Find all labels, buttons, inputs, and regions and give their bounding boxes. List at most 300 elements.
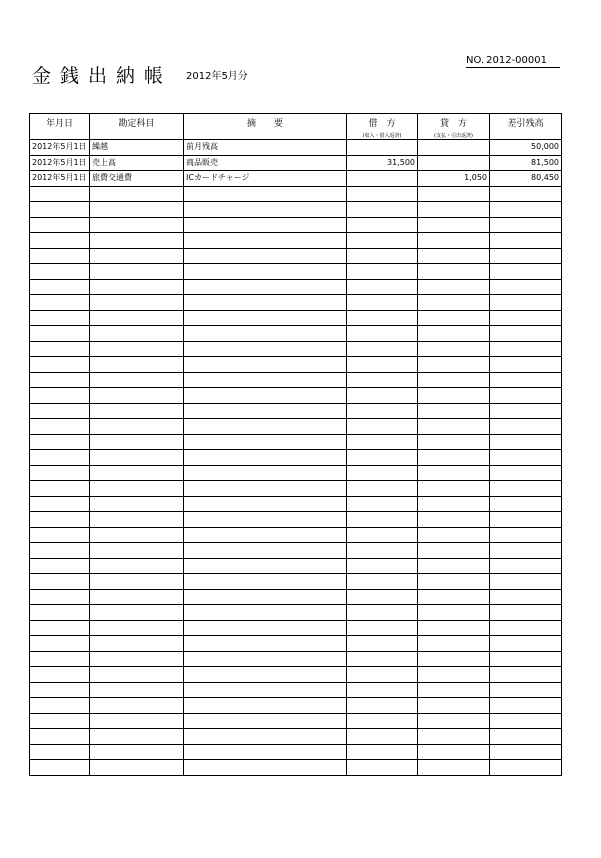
cell-account: [90, 682, 184, 698]
document-number-value: 2012-00001: [486, 55, 547, 66]
cell-balance: [490, 295, 562, 311]
cell-balance: [490, 450, 562, 466]
cell-date: [30, 372, 90, 388]
cell-credit: [418, 589, 490, 605]
cell-debit: [347, 357, 418, 373]
cell-description: [184, 496, 347, 512]
cell-debit: [347, 574, 418, 590]
cell-account: [90, 217, 184, 233]
cell-balance: [490, 264, 562, 280]
empty-table-row: [30, 434, 562, 450]
cell-date: [30, 527, 90, 543]
cell-date: [30, 434, 90, 450]
cell-credit: [418, 295, 490, 311]
cell-date: [30, 186, 90, 202]
cell-balance: [490, 543, 562, 559]
empty-table-row: [30, 729, 562, 745]
cell-account: [90, 620, 184, 636]
cell-description: [184, 620, 347, 636]
table-row: [30, 140, 562, 156]
empty-table-row: [30, 341, 562, 357]
cell-credit: [418, 186, 490, 202]
cell-account: [90, 667, 184, 683]
cell-description: [184, 713, 347, 729]
cell-balance: [490, 620, 562, 636]
cell-debit: [347, 171, 418, 187]
cell-description: [184, 248, 347, 264]
cell-balance: [490, 186, 562, 202]
cell-account: [90, 636, 184, 652]
empty-table-row: [30, 326, 562, 342]
cell-description: ICカードチャージ: [184, 171, 347, 187]
column-header-account: 勘定科目: [90, 114, 184, 140]
cell-debit: [347, 450, 418, 466]
cell-balance: [490, 698, 562, 714]
cell-account: [90, 558, 184, 574]
cell-date: [30, 481, 90, 497]
cell-balance: [490, 310, 562, 326]
cell-date: [30, 651, 90, 667]
cell-credit: [418, 558, 490, 574]
cell-balance: [490, 419, 562, 435]
cell-debit: 31,500: [347, 155, 418, 171]
cell-description: [184, 760, 347, 776]
cell-debit: [347, 713, 418, 729]
cell-account: [90, 233, 184, 249]
period-label: 2012年5月分: [186, 71, 248, 82]
cell-balance: [490, 589, 562, 605]
cell-account: [90, 403, 184, 419]
empty-table-row: [30, 295, 562, 311]
empty-table-row: [30, 279, 562, 295]
cell-credit: [418, 713, 490, 729]
empty-table-row: [30, 698, 562, 714]
cell-date: [30, 558, 90, 574]
cell-account: [90, 450, 184, 466]
cell-credit: [418, 527, 490, 543]
cell-account: [90, 698, 184, 714]
cell-description: [184, 310, 347, 326]
cell-account: [90, 388, 184, 404]
cell-credit: [418, 264, 490, 280]
cell-account: [90, 605, 184, 621]
cell-date: [30, 682, 90, 698]
debit-sublabel: (収入・借入返済): [362, 133, 402, 139]
cell-balance: [490, 233, 562, 249]
cell-debit: [347, 636, 418, 652]
empty-table-row: [30, 450, 562, 466]
empty-table-row: [30, 620, 562, 636]
cell-balance: [490, 279, 562, 295]
cell-date: 2012年5月1日: [30, 140, 90, 156]
cell-date: [30, 450, 90, 466]
cell-account: [90, 419, 184, 435]
cell-balance: [490, 512, 562, 528]
cell-credit: [418, 682, 490, 698]
cell-balance: [490, 341, 562, 357]
empty-table-row: [30, 248, 562, 264]
cell-date: [30, 279, 90, 295]
column-header-debit: [347, 114, 418, 140]
cell-account: 売上高: [90, 155, 184, 171]
cell-date: [30, 419, 90, 435]
cell-account: [90, 434, 184, 450]
cell-balance: [490, 372, 562, 388]
empty-table-row: [30, 264, 562, 280]
cell-debit: [347, 233, 418, 249]
cell-credit: [418, 155, 490, 171]
cell-credit: [418, 667, 490, 683]
cell-account: [90, 465, 184, 481]
cell-account: [90, 729, 184, 745]
cell-balance: [490, 651, 562, 667]
empty-table-row: [30, 744, 562, 760]
cell-balance: [490, 388, 562, 404]
cell-description: [184, 481, 347, 497]
cell-description: [184, 558, 347, 574]
cell-debit: [347, 279, 418, 295]
cell-account: [90, 760, 184, 776]
cell-date: [30, 605, 90, 621]
cell-description: [184, 527, 347, 543]
cell-description: [184, 465, 347, 481]
empty-table-row: [30, 651, 562, 667]
cell-date: [30, 388, 90, 404]
cell-balance: [490, 403, 562, 419]
cell-credit: [418, 140, 490, 156]
cell-debit: [347, 248, 418, 264]
cell-account: 旅費交通費: [90, 171, 184, 187]
cell-date: [30, 403, 90, 419]
cell-balance: [490, 465, 562, 481]
cell-account: [90, 574, 184, 590]
cell-balance: [490, 527, 562, 543]
cell-balance: [490, 202, 562, 218]
cell-credit: [418, 341, 490, 357]
cell-description: [184, 589, 347, 605]
cell-balance: 50,000: [490, 140, 562, 156]
empty-table-row: [30, 388, 562, 404]
document-number: [466, 55, 560, 68]
cell-date: [30, 636, 90, 652]
cell-date: [30, 341, 90, 357]
cell-description: [184, 744, 347, 760]
cell-debit: [347, 651, 418, 667]
cell-date: 2012年5月1日: [30, 155, 90, 171]
cell-debit: [347, 589, 418, 605]
cell-credit: [418, 279, 490, 295]
cell-account: [90, 264, 184, 280]
cell-description: 商品販売: [184, 155, 347, 171]
cell-debit: [347, 217, 418, 233]
cell-date: [30, 698, 90, 714]
cell-credit: [418, 481, 490, 497]
cell-date: [30, 326, 90, 342]
cell-debit: [347, 341, 418, 357]
cell-debit: [347, 403, 418, 419]
document-number-label: NO.: [466, 55, 485, 66]
cell-description: [184, 605, 347, 621]
cell-balance: [490, 760, 562, 776]
cell-description: [184, 217, 347, 233]
cell-account: [90, 713, 184, 729]
cell-debit: [347, 372, 418, 388]
cell-credit: [418, 357, 490, 373]
cell-description: [184, 434, 347, 450]
empty-table-row: [30, 403, 562, 419]
cell-account: [90, 527, 184, 543]
cell-account: [90, 744, 184, 760]
empty-table-row: [30, 713, 562, 729]
empty-table-row: [30, 605, 562, 621]
cell-balance: [490, 574, 562, 590]
cell-debit: [347, 140, 418, 156]
cell-date: [30, 729, 90, 745]
cell-debit: [347, 527, 418, 543]
cell-balance: [490, 481, 562, 497]
cell-description: [184, 543, 347, 559]
ledger-header-row: [30, 114, 562, 140]
cell-account: [90, 651, 184, 667]
cell-description: [184, 636, 347, 652]
cell-date: [30, 713, 90, 729]
cell-date: [30, 496, 90, 512]
cell-credit: [418, 574, 490, 590]
cell-date: [30, 512, 90, 528]
cell-account: [90, 512, 184, 528]
empty-table-row: [30, 186, 562, 202]
cell-date: [30, 295, 90, 311]
cell-credit: [418, 403, 490, 419]
cell-description: [184, 264, 347, 280]
cell-debit: [347, 419, 418, 435]
cell-balance: 81,500: [490, 155, 562, 171]
cell-account: [90, 186, 184, 202]
cell-description: [184, 357, 347, 373]
cell-balance: [490, 713, 562, 729]
cell-debit: [347, 620, 418, 636]
cell-account: [90, 279, 184, 295]
cell-credit: [418, 729, 490, 745]
cell-credit: 1,050: [418, 171, 490, 187]
table-row: [30, 171, 562, 187]
empty-table-row: [30, 574, 562, 590]
cell-credit: [418, 326, 490, 342]
cell-balance: [490, 636, 562, 652]
cell-credit: [418, 434, 490, 450]
credit-label: 貸 方: [439, 119, 467, 129]
cell-debit: [347, 682, 418, 698]
empty-table-row: [30, 202, 562, 218]
cell-credit: [418, 419, 490, 435]
cell-account: [90, 589, 184, 605]
cell-debit: [347, 295, 418, 311]
cell-date: [30, 233, 90, 249]
cell-description: [184, 202, 347, 218]
cell-date: [30, 667, 90, 683]
cell-credit: [418, 760, 490, 776]
cell-description: [184, 729, 347, 745]
empty-table-row: [30, 496, 562, 512]
empty-table-row: [30, 357, 562, 373]
cell-credit: [418, 465, 490, 481]
cell-credit: [418, 744, 490, 760]
credit-sublabel: (支払・引出返済): [434, 133, 473, 139]
cell-debit: [347, 202, 418, 218]
cell-debit: [347, 465, 418, 481]
cell-credit: [418, 496, 490, 512]
cell-debit: [347, 744, 418, 760]
cell-date: [30, 574, 90, 590]
cell-balance: [490, 217, 562, 233]
empty-table-row: [30, 636, 562, 652]
cell-account: [90, 481, 184, 497]
page-title: 金銭出納帳: [32, 65, 173, 87]
cell-balance: [490, 326, 562, 342]
cell-date: [30, 760, 90, 776]
cell-balance: [490, 496, 562, 512]
empty-table-row: [30, 558, 562, 574]
empty-table-row: [30, 682, 562, 698]
cell-debit: [347, 264, 418, 280]
debit-label: 借 方: [368, 119, 396, 129]
cell-description: [184, 574, 347, 590]
column-header-credit: [418, 114, 490, 140]
cell-date: [30, 202, 90, 218]
cell-debit: [347, 310, 418, 326]
cell-debit: [347, 729, 418, 745]
cell-debit: [347, 481, 418, 497]
empty-table-row: [30, 527, 562, 543]
cell-credit: [418, 217, 490, 233]
cell-credit: [418, 698, 490, 714]
cell-date: [30, 248, 90, 264]
cell-credit: [418, 233, 490, 249]
cell-balance: [490, 434, 562, 450]
cell-credit: [418, 248, 490, 264]
empty-table-row: [30, 760, 562, 776]
cell-balance: [490, 248, 562, 264]
cell-debit: [347, 512, 418, 528]
empty-table-row: [30, 512, 562, 528]
cell-credit: [418, 543, 490, 559]
cell-credit: [418, 202, 490, 218]
cell-credit: [418, 636, 490, 652]
empty-table-row: [30, 481, 562, 497]
cell-account: [90, 310, 184, 326]
empty-table-row: [30, 233, 562, 249]
cell-credit: [418, 310, 490, 326]
cell-date: [30, 310, 90, 326]
cell-account: [90, 326, 184, 342]
cell-date: [30, 465, 90, 481]
cell-account: [90, 543, 184, 559]
cell-credit: [418, 388, 490, 404]
cell-account: [90, 372, 184, 388]
cell-description: [184, 295, 347, 311]
cell-date: [30, 264, 90, 280]
cell-description: [184, 403, 347, 419]
cell-credit: [418, 512, 490, 528]
cell-debit: [347, 496, 418, 512]
empty-table-row: [30, 372, 562, 388]
empty-table-row: [30, 589, 562, 605]
cell-credit: [418, 450, 490, 466]
cell-credit: [418, 620, 490, 636]
cell-debit: [347, 698, 418, 714]
cell-date: [30, 357, 90, 373]
cell-date: 2012年5月1日: [30, 171, 90, 187]
cell-account: 繰越: [90, 140, 184, 156]
cell-description: [184, 388, 347, 404]
cell-account: [90, 357, 184, 373]
cell-debit: [347, 388, 418, 404]
cell-balance: [490, 729, 562, 745]
cell-date: [30, 744, 90, 760]
cell-description: [184, 450, 347, 466]
cell-debit: [347, 434, 418, 450]
cell-debit: [347, 667, 418, 683]
cell-description: [184, 698, 347, 714]
cell-date: [30, 620, 90, 636]
empty-table-row: [30, 543, 562, 559]
cell-credit: [418, 372, 490, 388]
cell-balance: [490, 667, 562, 683]
column-header-description: 摘 要: [184, 114, 347, 140]
cell-account: [90, 341, 184, 357]
cell-debit: [347, 543, 418, 559]
cell-debit: [347, 558, 418, 574]
cell-date: [30, 543, 90, 559]
empty-table-row: [30, 465, 562, 481]
cell-debit: [347, 760, 418, 776]
column-header-date: 年月日: [30, 114, 90, 140]
cell-balance: [490, 744, 562, 760]
cell-description: [184, 667, 347, 683]
cell-account: [90, 295, 184, 311]
cell-debit: [347, 326, 418, 342]
cell-description: [184, 372, 347, 388]
cell-credit: [418, 651, 490, 667]
empty-table-row: [30, 419, 562, 435]
cell-description: 前月残高: [184, 140, 347, 156]
cell-description: [184, 341, 347, 357]
cell-balance: [490, 605, 562, 621]
cell-description: [184, 512, 347, 528]
cell-debit: [347, 605, 418, 621]
cell-date: [30, 217, 90, 233]
empty-table-row: [30, 667, 562, 683]
cell-description: [184, 326, 347, 342]
cell-account: [90, 496, 184, 512]
cell-date: [30, 589, 90, 605]
cell-description: [184, 233, 347, 249]
cell-account: [90, 248, 184, 264]
cell-account: [90, 202, 184, 218]
cell-balance: [490, 682, 562, 698]
cell-balance: [490, 558, 562, 574]
cell-description: [184, 682, 347, 698]
cell-description: [184, 279, 347, 295]
column-header-balance: 差引残高: [490, 114, 562, 140]
cell-description: [184, 186, 347, 202]
ledger-table: [29, 113, 562, 776]
cell-debit: [347, 186, 418, 202]
cell-balance: 80,450: [490, 171, 562, 187]
table-row: [30, 155, 562, 171]
cell-description: [184, 419, 347, 435]
empty-table-row: [30, 217, 562, 233]
